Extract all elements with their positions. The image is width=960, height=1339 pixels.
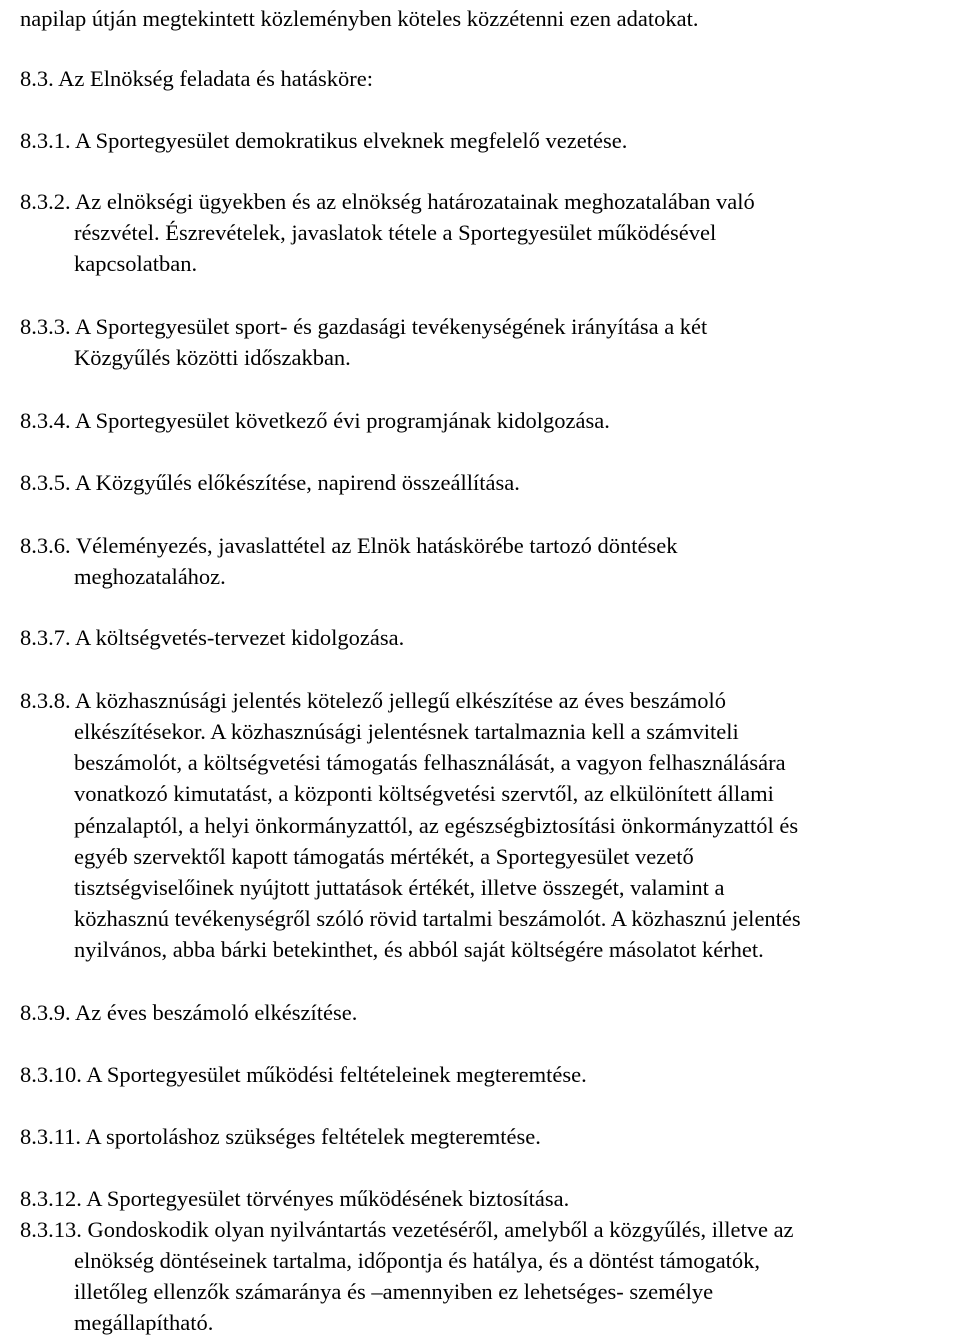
item-8-3-10-line-1: 8.3.10. A Sportegyesület működési feltételeinek megteremtése. <box>20 1062 587 1087</box>
item-8-3-2-line-2: részvétel. Észrevételek, javaslatok tétele a Sportegyesület működésével <box>74 220 717 245</box>
item-8-3-2-line-1: 8.3.2. Az elnökségi ügyekben és az elnökség határozatainak meghozatalában való <box>20 189 755 214</box>
item-8-3-11-line-1: 8.3.11. A sportoláshoz szükséges feltételek megteremtése. <box>20 1124 541 1149</box>
item-8-3-8-line-6: egyéb szervektől kapott támogatás mértékét, a Sportegyesület vezető <box>74 844 694 869</box>
item-8-3-7-line-1: 8.3.7. A költségvetés-tervezet kidolgozása. <box>20 625 405 650</box>
item-8-3-13-line-2: elnökség döntéseinek tartalma, időpontja és hatálya, és a döntést támogatók, <box>74 1248 761 1273</box>
item-8-3-8-line-1: 8.3.8. A közhasznúsági jelentés kötelező jellegű elkészítése az éves beszámoló <box>20 688 727 713</box>
item-8-3-6-line-2: meghozatalához. <box>74 564 226 589</box>
item-8-3-8-line-3: beszámolót, a költségvetési támogatás felhasználását, a vagyon felhasználására <box>74 750 786 775</box>
item-8-3-8-line-2: elkészítésekor. A közhasznúsági jelentésnek tartalmaznia kell a számviteli <box>74 719 739 744</box>
item-8-3-8-line-7: tisztségviselőinek nyújtott juttatások értékét, illetve összegét, valamint a <box>74 875 725 900</box>
item-8-3-9-line-1: 8.3.9. Az éves beszámoló elkészítése. <box>20 1000 358 1025</box>
item-8-3-13-line-1: 8.3.13. Gondoskodik olyan nyilvántartás vezetéséről, amelyből a közgyűlés, illetve az <box>20 1217 794 1242</box>
section-heading: 8.3. Az Elnökség feladata és hatásköre: <box>20 66 374 91</box>
item-8-3-8-line-5: pénzalaptól, a helyi önkormányzattól, az egészségbiztosítási önkormányzattól és <box>74 813 799 838</box>
item-8-3-4-line-1: 8.3.4. A Sportegyesület következő évi programjának kidolgozása. <box>20 408 610 433</box>
intro-text-line: napilap útján megtekintett közleményben köteles közzétenni ezen adatokat. <box>20 6 699 31</box>
item-8-3-1-line-1: 8.3.1. A Sportegyesület demokratikus elveknek megfelelő vezetése. <box>20 128 628 153</box>
item-8-3-8-line-4: vonatkozó kimutatást, a központi költségvetési szervtől, az elkülönített állami <box>74 781 774 806</box>
item-8-3-8-line-9: nyilvános, abba bárki betekinthet, és abból saját költségére másolatot kérhet. <box>74 937 764 962</box>
item-8-3-13-line-3: illetőleg ellenzők számaránya és –amennyiben ez lehetséges- személye <box>74 1279 714 1304</box>
item-8-3-6-line-1: 8.3.6. Véleményezés, javaslattétel az Elnök hatáskörébe tartozó döntések <box>20 533 678 558</box>
item-8-3-8-line-8: közhasznú tevékenységről szóló rövid tartalmi beszámolót. A közhasznú jelentés <box>74 906 801 931</box>
item-8-3-13-line-4: megállapítható. <box>74 1310 214 1335</box>
item-8-3-5-line-1: 8.3.5. A Közgyűlés előkészítése, napirend összeállítása. <box>20 470 520 495</box>
item-8-3-12-line-1: 8.3.12. A Sportegyesület törvényes működésének biztosítása. <box>20 1186 570 1211</box>
item-8-3-3-line-1: 8.3.3. A Sportegyesület sport- és gazdasági tevékenységének irányítása a két <box>20 314 708 339</box>
item-8-3-3-line-2: Közgyűlés közötti időszakban. <box>74 345 351 370</box>
item-8-3-2-line-3: kapcsolatban. <box>74 251 198 276</box>
